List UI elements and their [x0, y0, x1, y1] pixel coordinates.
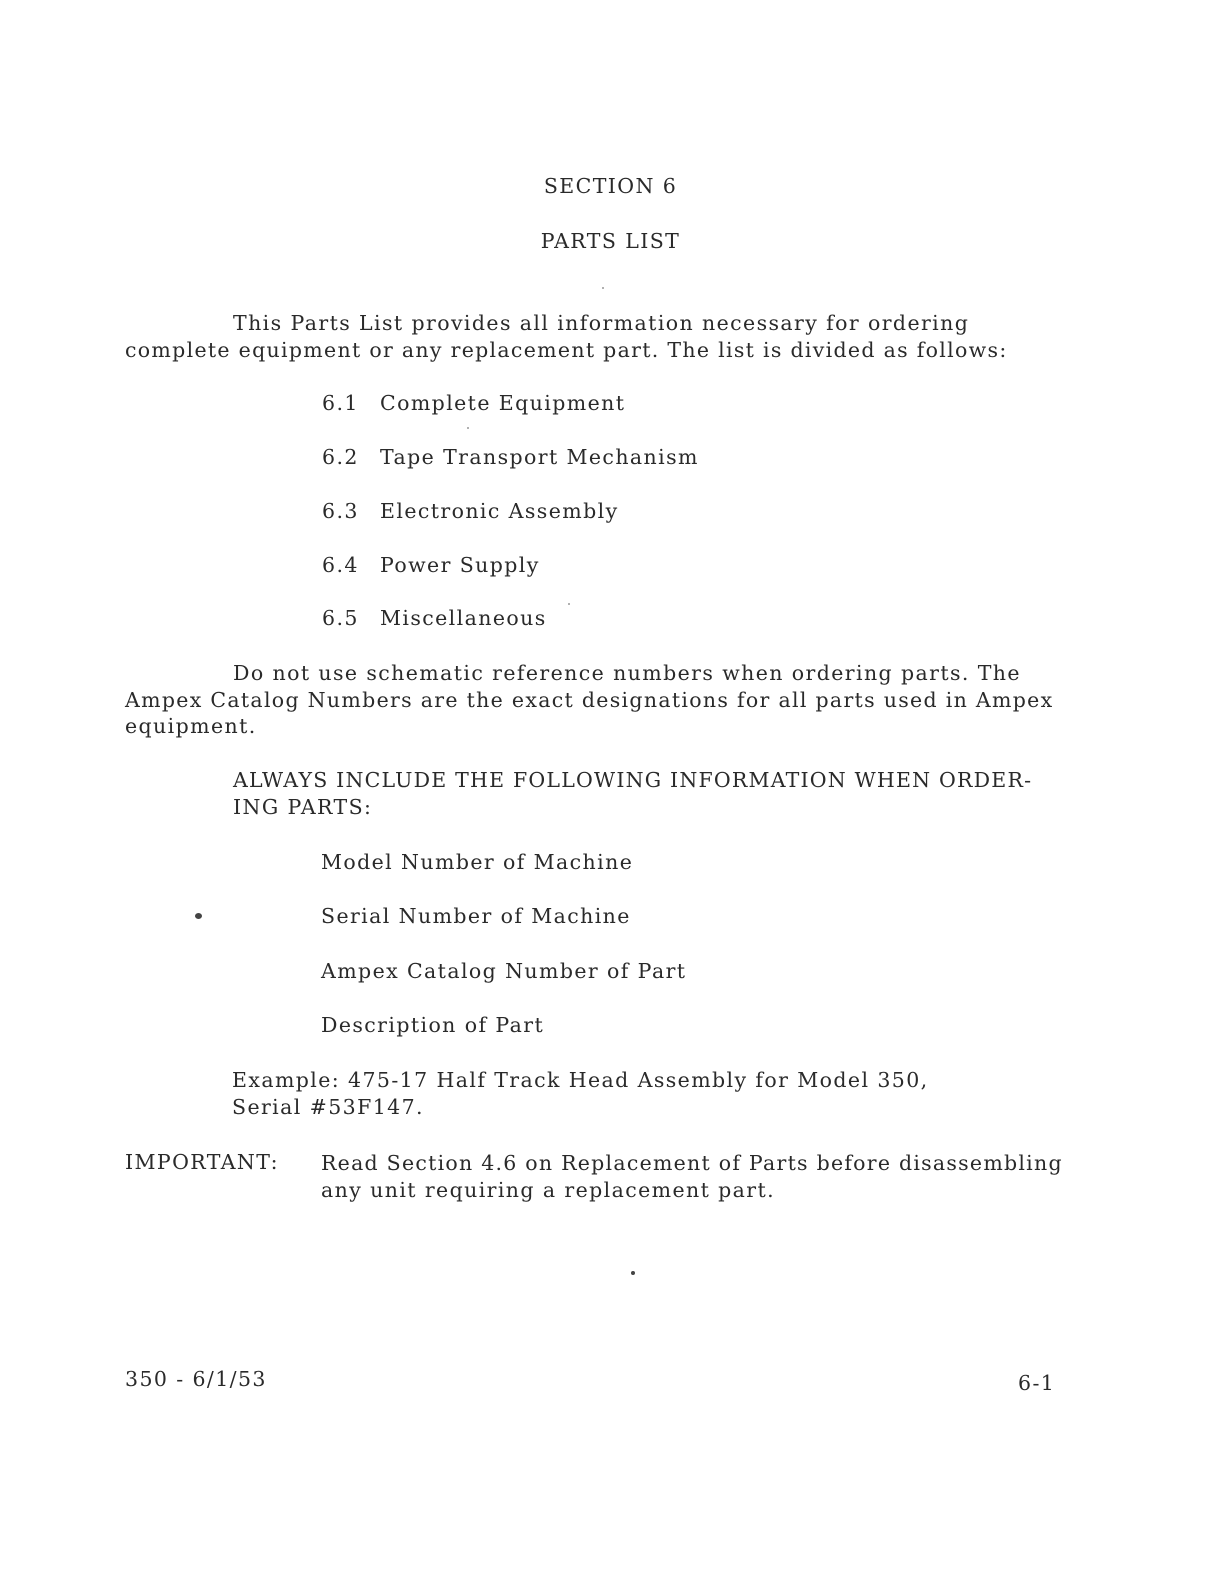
note-line-1: Do not use schematic reference numbers when ordering parts. The — [233, 661, 1021, 685]
division-number: 6.1 — [322, 391, 359, 415]
page-number: 6-1 — [1018, 1371, 1056, 1395]
scan-speck — [195, 913, 202, 919]
info-item: Model Number of Machine — [321, 850, 634, 874]
division-number: 6.3 — [322, 499, 359, 523]
division-label: Electronic Assembly — [380, 499, 619, 523]
intro-line-1: This Parts List provides all information necessary for ordering — [233, 311, 970, 335]
division-number: 6.5 — [322, 606, 359, 630]
example-line-2: Serial #53F147. — [232, 1095, 424, 1119]
division-item — [322, 499, 619, 523]
note-line-2: Ampex Catalog Numbers are the exact designations for all parts used in Ampex — [125, 688, 1054, 712]
important-line-2: any unit requiring a replacement part. — [321, 1178, 776, 1202]
example-line-1: Example: 475-17 Half Track Head Assembly for Model 350, — [232, 1068, 929, 1092]
important-label: IMPORTANT: — [125, 1150, 279, 1174]
division-number: 6.2 — [322, 445, 359, 469]
division-item — [322, 553, 540, 577]
division-item — [322, 445, 699, 469]
division-label: Complete Equipment — [380, 391, 626, 415]
division-item — [322, 606, 547, 630]
division-number: 6.4 — [322, 553, 359, 577]
scan-speck — [602, 287, 604, 289]
division-item — [322, 391, 625, 415]
division-label: Tape Transport Mechanism — [380, 445, 699, 469]
always-line-1: ALWAYS INCLUDE THE FOLLOWING INFORMATION WHEN ORDER- — [233, 768, 1033, 792]
division-label: Power Supply — [380, 553, 540, 577]
intro-line-2: complete equipment or any replacement part. The list is divided as follows: — [125, 338, 1008, 362]
scan-speck — [568, 603, 570, 605]
section-heading: SECTION 6 — [543, 174, 678, 198]
info-item: Ampex Catalog Number of Part — [321, 959, 687, 983]
info-item: Serial Number of Machine — [321, 904, 631, 928]
footer-model-date: 350 - 6/1/53 — [125, 1367, 267, 1391]
important-line-1: Read Section 4.6 on Replacement of Parts before disassembling — [321, 1151, 1063, 1175]
note-line-3: equipment. — [125, 714, 257, 738]
scan-speck — [631, 1271, 635, 1275]
division-label: Miscellaneous — [380, 606, 547, 630]
scan-speck — [467, 427, 469, 429]
always-line-2: ING PARTS: — [233, 795, 373, 819]
info-item: Description of Part — [321, 1013, 545, 1037]
page-title: PARTS LIST — [540, 229, 681, 253]
